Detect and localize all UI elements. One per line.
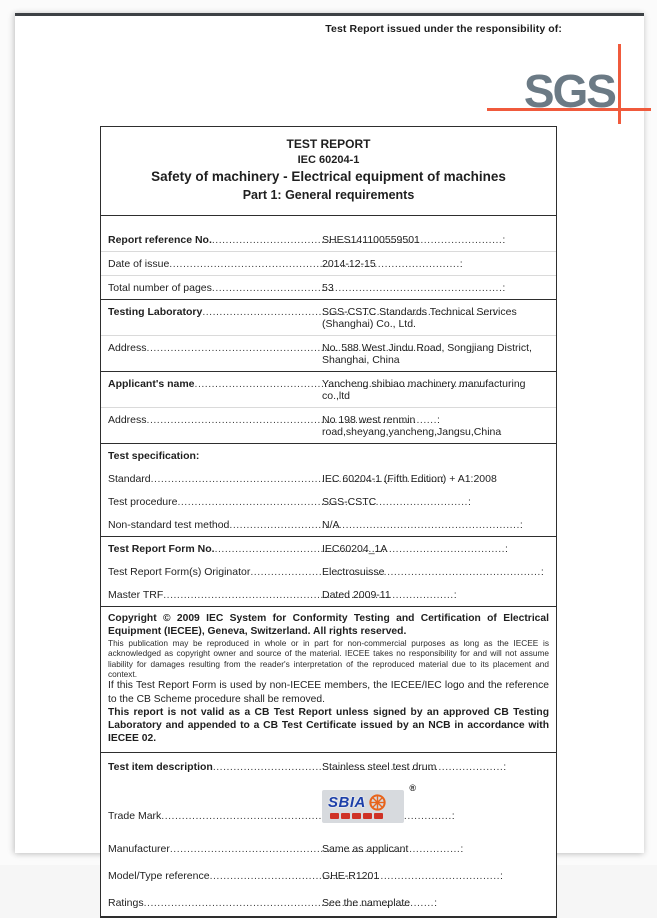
applicant-address-value: No 198 west renmin road,sheyang,yancheng,Jangsu,China [322,413,502,438]
date-of-issue-label: Date of issue [108,257,170,270]
row-trf-number [101,537,556,560]
laboratory-address-value: No. 588 West Jindu Road, Songjiang District, Shanghai, China [322,341,532,366]
trademark-text: SBIA [328,794,366,812]
row-report-reference [101,228,556,251]
row-test-item-description [101,753,556,780]
test-procedure-label: Test procedure [108,495,178,508]
title-part: Part 1: General requirements [242,188,415,203]
section-test-specification [101,444,556,537]
model-type-label: Model/Type reference [108,870,210,883]
responsibility-statement: Test Report issued under the responsibility of: [325,23,562,35]
registered-trademark-icon: ® [409,783,416,794]
trf-number-label: Test Report Form No. [108,542,215,555]
laboratory-address-label: Address [108,341,147,354]
row-manufacturer [101,835,556,862]
trf-originator-label: Test Report Form(s) Originator [108,565,251,578]
test-item-description-value: Stainless steel test drum [322,761,437,774]
cb-validity-notice: This report is not valid as a CB Test Report unless signed by an approved CB Testing Laboratory and appended to a CB Test Certificate issued by an NCB in accordance with IECEE 02. [108,706,549,745]
testing-laboratory-label: Testing Laboratory [108,305,203,318]
date-of-issue-value: 2014-12-15 [322,257,376,270]
section-test-report-form [101,537,556,607]
copyright-note: If this Test Report Form is used by non-IECEE members, the IECEE/IEC logo and the reference to the CB Scheme procedure shall be removed. [108,680,549,705]
total-pages-value: 53 [322,281,334,294]
title-standard-name: Safety of machinery - Electrical equipment of machines [151,169,506,185]
row-standard [101,467,556,490]
row-applicant-address [101,407,556,443]
master-trf-label: Master TRF [108,588,164,601]
applicant-name-label: Applicant's name [108,377,195,390]
total-pages-label: Total number of pages [108,281,212,294]
standard-label: Standard [108,472,151,485]
test-item-description-label: Test item description [108,761,213,774]
row-date-of-issue [101,251,556,275]
section-copyright [101,607,556,754]
report-page [15,13,644,910]
section-testing-laboratory [101,300,556,372]
non-standard-method-label: Non-standard test method [108,518,230,531]
section-applicant [101,372,556,444]
trf-originator-value: Electrosuisse [322,565,385,578]
row-trade-mark [101,780,556,835]
ratings-label: Ratings [108,897,144,910]
row-master-trf [101,583,556,606]
logo-crossline [618,44,621,124]
copyright-statement: Copyright © 2009 IEC System for Conformity Testing and Certification of Electrical Equipment (IECEE), Geneva, Switzerland. All rights reserved. [108,612,549,637]
report-table [100,126,557,918]
row-laboratory-address [101,335,556,371]
title-standard-number: IEC 60204-1 [297,153,360,166]
standard-value: IEC 60204-1 (Fifth Edition) + A1:2008 [322,472,497,485]
row-applicant-name [101,372,556,407]
sgs-logo-text: SGS [523,65,615,118]
row-ratings [101,889,556,916]
trademark-cjk-strip [330,813,397,819]
trf-number-value: IEC60204_1A [322,542,388,555]
row-testing-laboratory [101,300,556,335]
ratings-value: See the nameplate [322,897,411,910]
section-report-info [101,216,556,300]
row-total-pages [101,275,556,299]
report-reference-label: Report reference No. [108,233,212,246]
test-specification-heading: Test specification: [108,449,200,462]
applicant-address-label: Address [108,413,147,426]
row-trf-originator [101,560,556,583]
non-standard-method-value: N/A [322,518,340,531]
test-procedure-value: SGS-CSTC [322,495,377,508]
trademark-logo [322,783,416,823]
trade-mark-label: Trade Mark [108,810,162,823]
sgs-logo [485,46,637,118]
master-trf-value: Dated 2009-11 [322,588,391,601]
manufacturer-label: Manufacturer [108,843,170,856]
section-test-item [101,753,556,917]
title-block [101,127,556,216]
applicant-name-value: Yancheng shibiao machinery manufacturing co.,ltd [322,377,526,402]
row-test-procedure [101,490,556,513]
report-reference-value: SHES141100559501 [322,233,420,246]
wheel-icon [369,794,386,811]
model-type-value: GHE-R1201 [322,870,380,883]
manufacturer-value: Same as applicant [322,843,409,856]
testing-laboratory-value: SGS-CSTC Standards Technical Services (Shanghai) Co., Ltd. [322,305,517,330]
row-model-type [101,862,556,889]
title-test-report: TEST REPORT [286,137,371,151]
row-non-standard-method [101,513,556,536]
copyright-small-print: This publication may be reproduced in whole or in part for non-commercial purposes as long as the IECEE is acknowledged as copyright owner and source of the material. IECEE takes no responsibility for and will not assume liability for damages resulting from the reader's interpretation of the reproduced material due to its placement and context. [108,637,549,679]
